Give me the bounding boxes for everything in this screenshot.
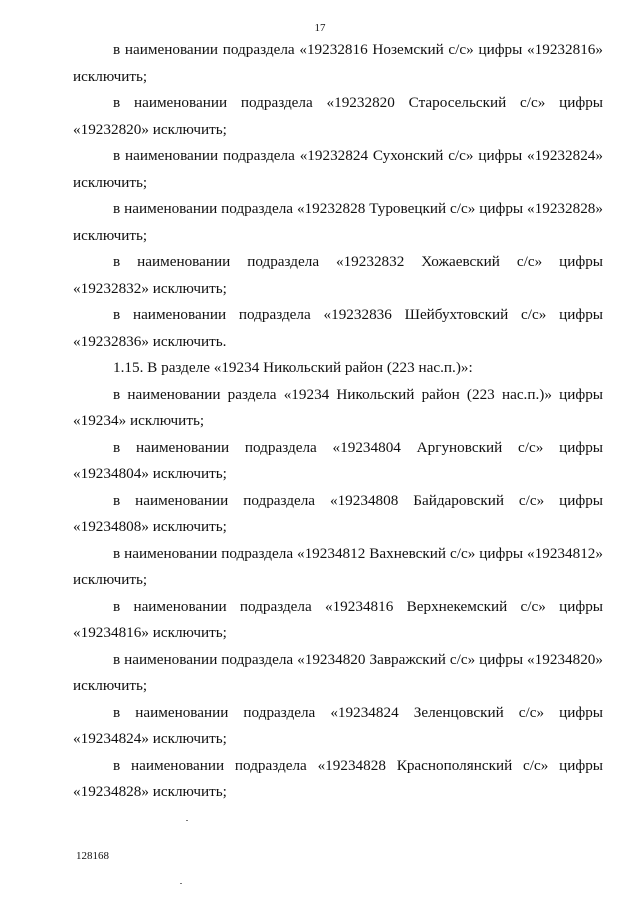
document-code: 128168: [76, 850, 109, 862]
page-number: 17: [314, 22, 326, 34]
paragraph: в наименовании подраздела «19234812 Вахневский с/с» цифры «19234812» исключить;: [73, 544, 603, 588]
paragraph: в наименовании подраздела «19232836 Шейбухтовский с/с» цифры «19232836» исключить.: [73, 306, 603, 350]
paragraph: в наименовании раздела «19234 Никольский район (223 нас.п.)» цифры «19234» исключить;: [73, 385, 603, 429]
paragraph: в наименовании подраздела «19234808 Байдаровский с/с» цифры «19234808» исключить;: [73, 491, 603, 535]
paragraph: в наименовании подраздела «19232828 Туровецкий с/с» цифры «19232828» исключить;: [73, 200, 603, 244]
paragraph: в наименовании подраздела «19232816 Ноземский с/с» цифры «19232816» исключить;: [73, 41, 603, 85]
paragraph: в наименовании подраздела «19234824 Зеленцовский с/с» цифры «19234824» исключить;: [73, 703, 603, 747]
section-heading: 1.15. В разделе «19234 Никольский район (223 нас.п.)»:: [113, 359, 473, 376]
paragraph: в наименовании подраздела «19234804 Аргуновский с/с» цифры «19234804» исключить;: [73, 438, 603, 482]
paragraph: в наименовании подраздела «19232820 Старосельский с/с» цифры «19232820» исключить;: [73, 94, 603, 138]
scan-speck: [186, 820, 188, 821]
paragraph: в наименовании подраздела «19234816 Верхнекемский с/с» цифры «19234816» исключить;: [73, 597, 603, 641]
paragraph: в наименовании подраздела «19232824 Сухонский с/с» цифры «19232824» исключить;: [73, 147, 603, 191]
document-body: [73, 37, 603, 806]
paragraph: в наименовании подраздела «19232832 Хожаевский с/с» цифры «19232832» исключить;: [73, 253, 603, 297]
paragraph: в наименовании подраздела «19234820 Завражский с/с» цифры «19234820» исключить;: [73, 650, 603, 694]
paragraph: в наименовании подраздела «19234828 Краснополянский с/с» цифры «19234828» исключить;: [73, 756, 603, 800]
scan-speck: [180, 883, 182, 884]
